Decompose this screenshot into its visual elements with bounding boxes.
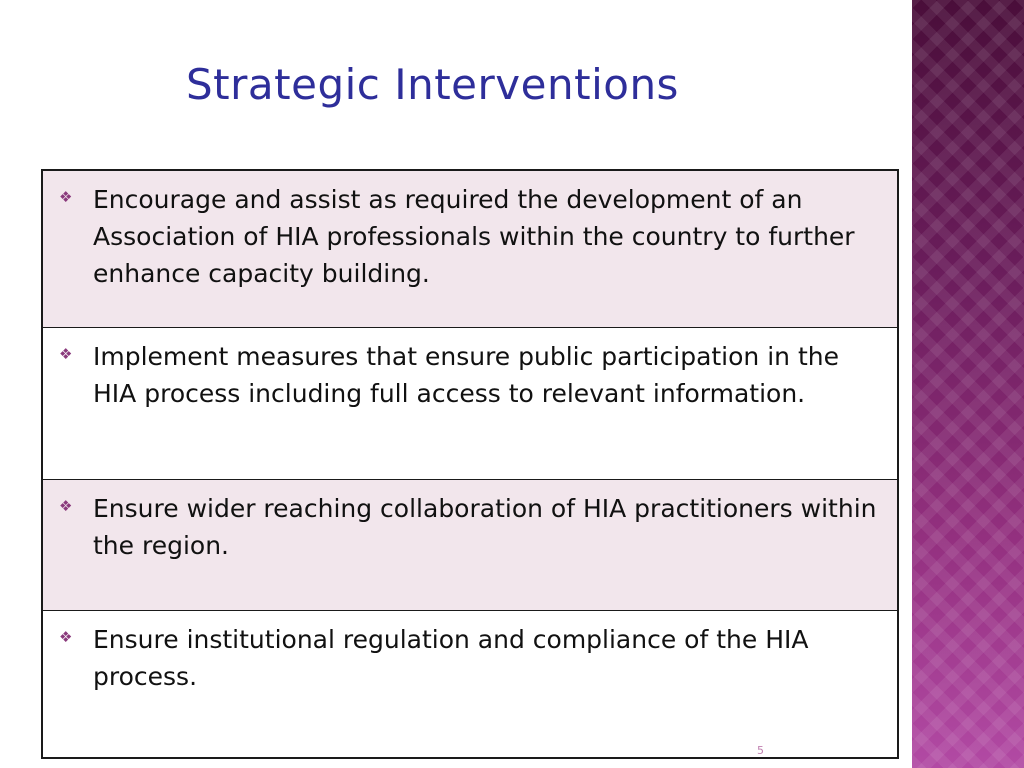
diamond-bullet-icon: ❖ [59, 628, 73, 646]
slide-title: Strategic Interventions [186, 60, 679, 109]
table-row [43, 328, 897, 480]
table-row [43, 480, 897, 611]
diamond-bullet-icon: ❖ [59, 345, 73, 363]
interventions-table [41, 169, 899, 759]
intervention-text: Encourage and assist as required the development of an Association of HIA professionals within the country to further enhance capacity building. [93, 185, 855, 288]
intervention-text: Ensure wider reaching collaboration of HIA practitioners within the region. [93, 494, 877, 560]
intervention-text: Implement measures that ensure public participation in the HIA process including full access to relevant information. [93, 342, 839, 408]
intervention-text: Ensure institutional regulation and compliance of the HIA process. [93, 625, 809, 691]
diamond-bullet-icon: ❖ [59, 497, 73, 515]
page-number: 5 [757, 744, 764, 757]
decorative-side-band [912, 0, 1024, 768]
diamond-bullet-icon: ❖ [59, 188, 73, 206]
table-row [43, 611, 897, 757]
table-row [43, 171, 897, 328]
